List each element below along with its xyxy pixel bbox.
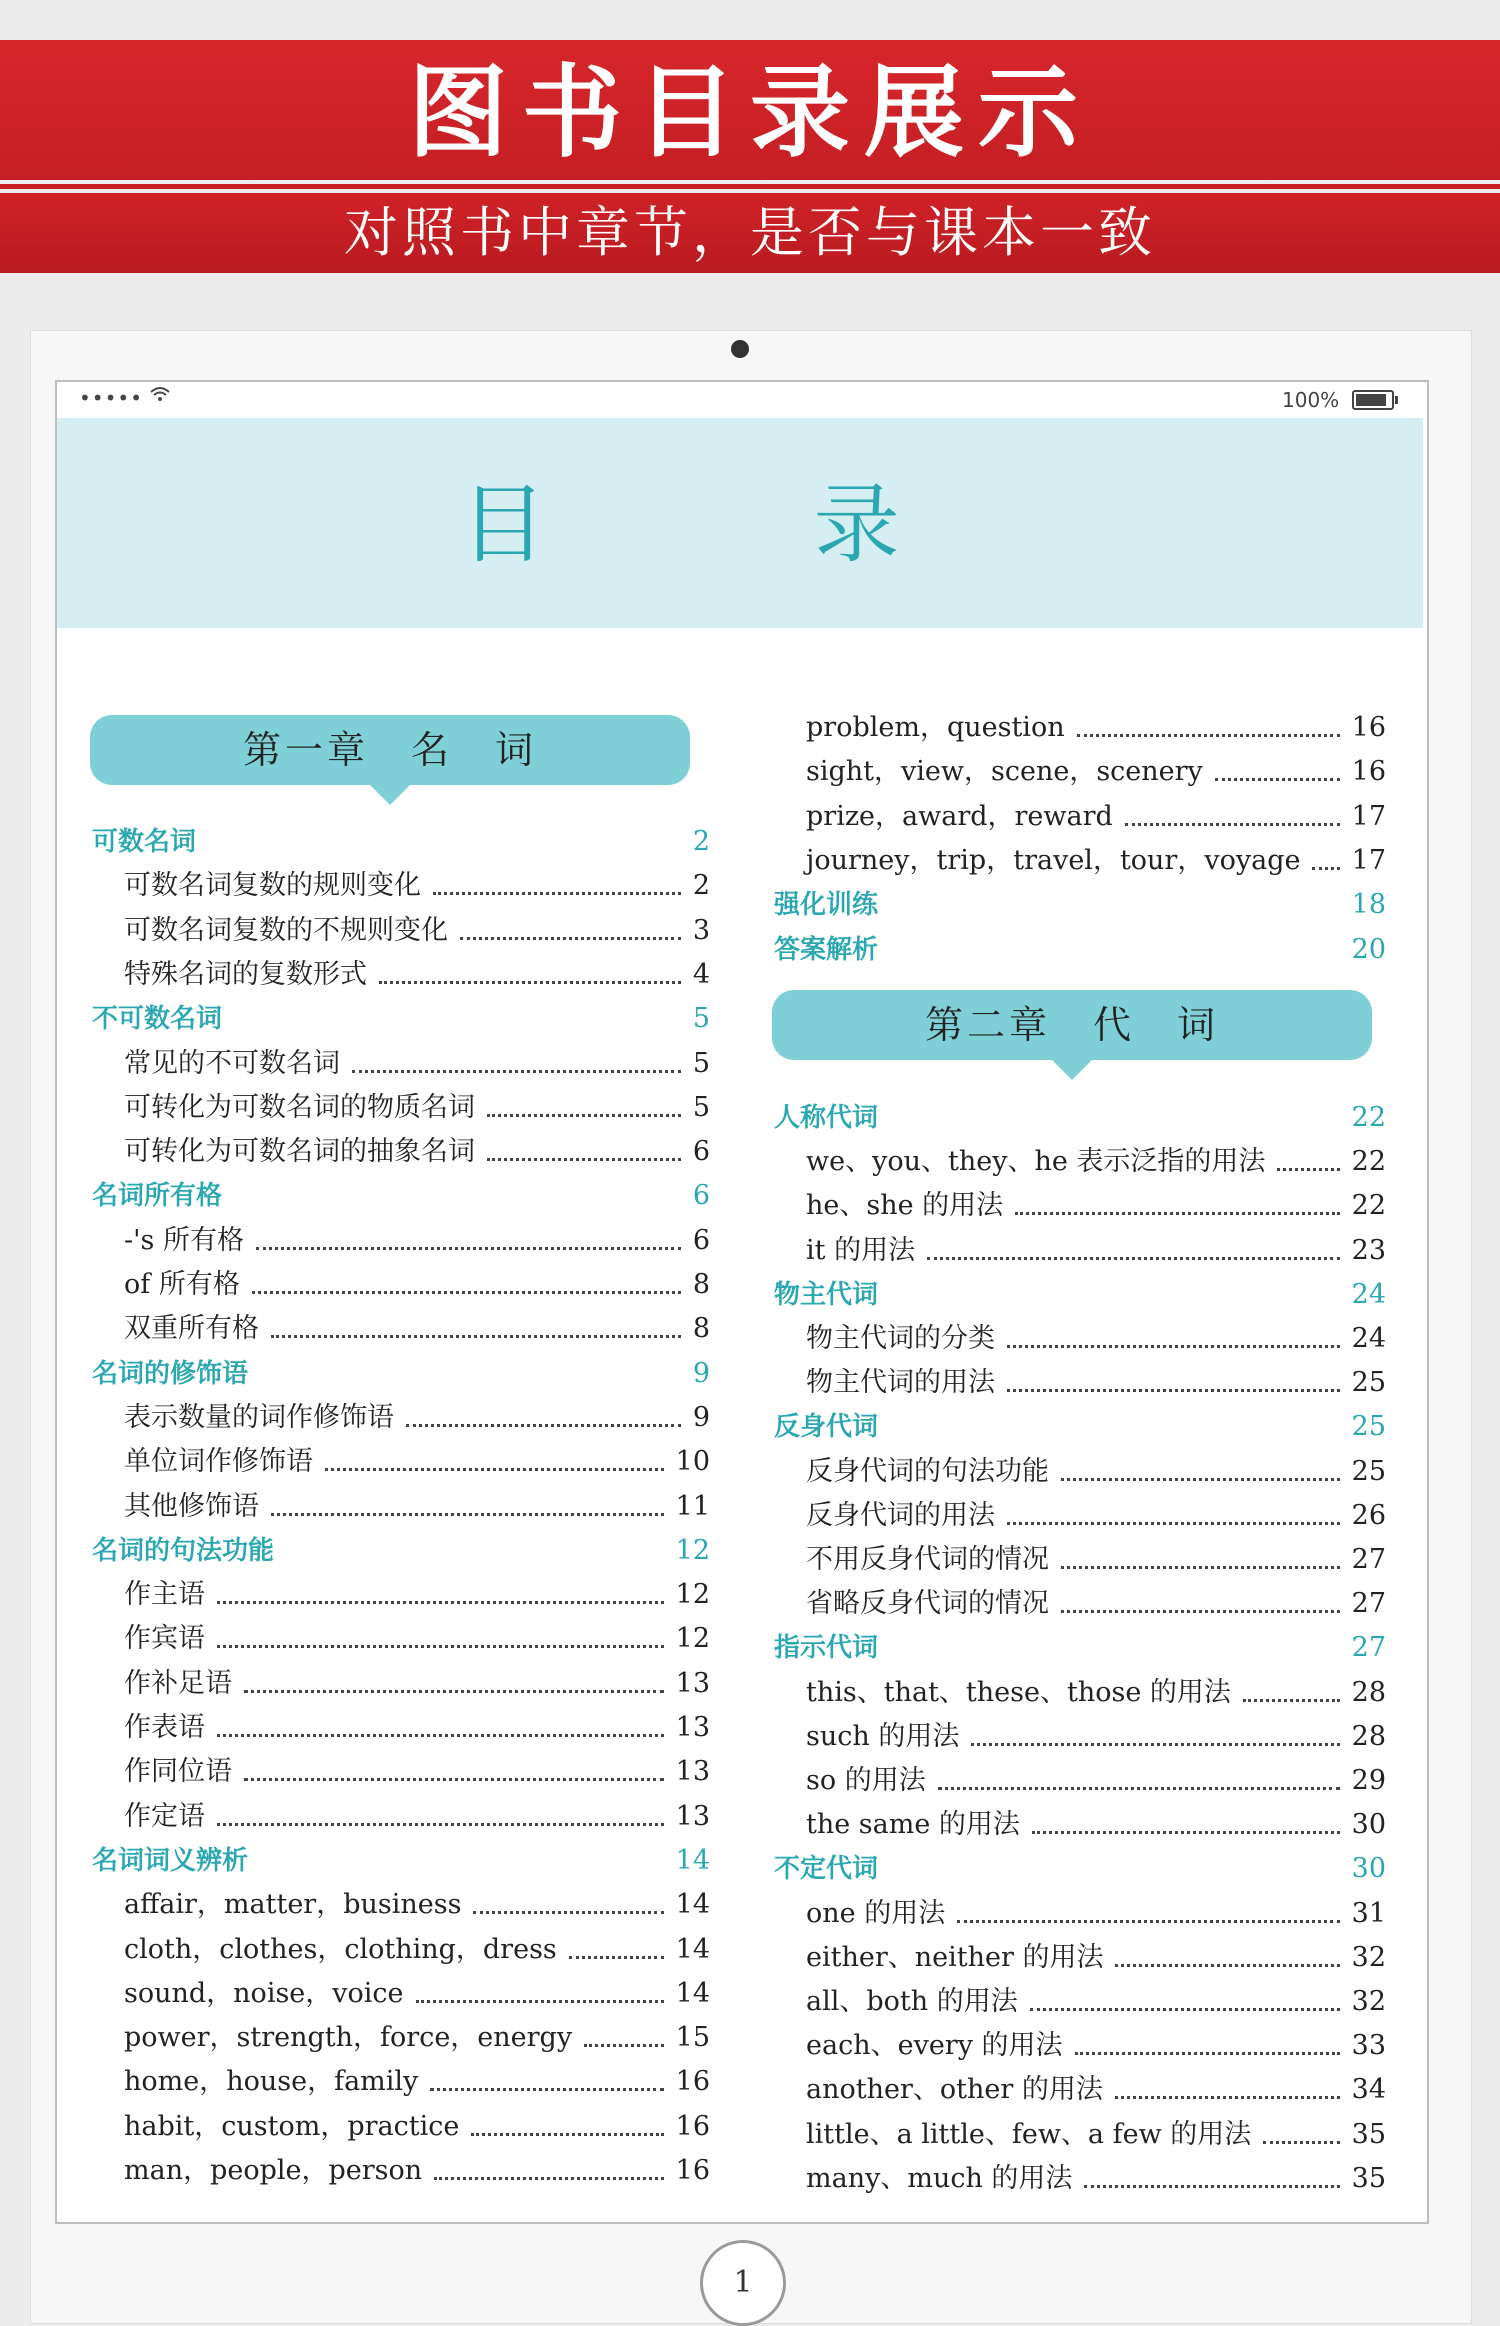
- toc-entry-page: 16: [1351, 756, 1386, 788]
- toc-entry-page: 10: [675, 1446, 710, 1478]
- leader-dots: [256, 1244, 681, 1250]
- toc-entry-label: 省略反身代词的情况: [806, 1588, 1049, 1620]
- toc-entry-page: 5: [692, 1003, 710, 1035]
- toc-entry-page: 30: [1351, 1853, 1386, 1885]
- leader-dots: [1125, 820, 1340, 826]
- toc-entry-page: 15: [675, 2022, 710, 2054]
- toc-entry-page: 8: [692, 1269, 710, 1300]
- toc-entry-label: affair，matter，business: [124, 1889, 462, 1921]
- leader-dots: [890, 910, 1340, 913]
- toc-entry-label: 不可数名词: [92, 1004, 223, 1035]
- page-number: 1: [700, 2240, 786, 2326]
- toc-entry-label: 作主语: [124, 1579, 205, 1611]
- toc-entry[interactable]: [124, 1799, 710, 1835]
- toc-entry-label: habit，custom，practice: [124, 2110, 460, 2142]
- toc-entry-page: 12: [675, 1534, 710, 1566]
- toc-entry[interactable]: [124, 2153, 710, 2189]
- toc-entry-page: 29: [1351, 1765, 1386, 1796]
- toc-entry[interactable]: [806, 710, 1386, 746]
- toc-entry-label: another、other 的用法: [806, 2074, 1103, 2106]
- toc-entry[interactable]: [124, 1621, 710, 1657]
- toc-entry-page: 14: [675, 1844, 710, 1876]
- toc-entry-label: it 的用法: [806, 1234, 916, 1266]
- leader-dots: [252, 1288, 681, 1294]
- leader-dots: [434, 2174, 663, 2180]
- leader-dots: [217, 1731, 664, 1737]
- toc-entry-label: 可数名词复数的规则变化: [124, 870, 421, 902]
- toc-entry-page: 23: [1351, 1234, 1386, 1266]
- leader-dots: [416, 1997, 664, 2003]
- toc-entry[interactable]: [124, 1666, 710, 1702]
- toc-entry[interactable]: [806, 1542, 1386, 1578]
- toc-entry-page: 5: [692, 1091, 710, 1123]
- toc-entry-label: sound，noise，voice: [124, 1977, 404, 2009]
- toc-entry-label: 表示数量的词作修饰语: [124, 1401, 394, 1433]
- toc-entry-page: 13: [675, 1756, 710, 1788]
- toc-entry-page: 4: [692, 958, 710, 990]
- toc-entry[interactable]: [124, 2020, 710, 2056]
- toc-entry-page: 14: [675, 1889, 710, 1921]
- toc-entry-page: 11: [675, 1490, 710, 1522]
- toc-entry-page: 22: [1351, 1102, 1386, 1133]
- toc-entry-page: 16: [675, 2066, 710, 2098]
- toc-entry[interactable]: [806, 1896, 1386, 1932]
- camera-icon: [731, 340, 749, 358]
- toc-entry[interactable]: [806, 1498, 1386, 1534]
- toc-entry-label: the same 的用法: [806, 1809, 1020, 1841]
- leader-dots: [487, 1111, 681, 1117]
- leader-dots: [234, 1024, 681, 1027]
- toc-entry-page: 31: [1351, 1897, 1386, 1929]
- banner-title: 图书目录展示: [408, 54, 1092, 171]
- toc-entry[interactable]: [124, 1267, 710, 1303]
- battery-percentage: 100%: [1282, 388, 1340, 412]
- chapter-1-heading: [90, 715, 690, 785]
- leader-dots: [244, 1775, 664, 1781]
- toc-entry-page: 3: [692, 914, 710, 946]
- toc-entry[interactable]: [806, 1454, 1386, 1490]
- toc-entry[interactable]: [806, 1144, 1386, 1180]
- toc-entry-label: 常见的不可数名词: [124, 1047, 340, 1079]
- toc-entry-label: 名词所有格: [92, 1181, 223, 1212]
- chapter-1-title: 第一章 名 词: [242, 728, 537, 772]
- leader-dots: [1277, 1165, 1339, 1171]
- toc-entry-label: little、a little、few、a few 的用法: [806, 2118, 1252, 2150]
- leader-dots: [1312, 864, 1339, 870]
- toc-entry-label: many、much 的用法: [806, 2162, 1073, 2194]
- toc-entry-page: 17: [1351, 844, 1386, 876]
- toc-entry-page: 12: [675, 1623, 710, 1655]
- signal-icon: •••••: [79, 386, 143, 410]
- toc-section-entry[interactable]: [92, 1178, 710, 1214]
- toc-entry-label: 作补足语: [124, 1667, 232, 1699]
- leader-dots: [569, 1953, 664, 1959]
- toc-entry[interactable]: [124, 868, 710, 904]
- toc-entry[interactable]: [806, 1586, 1386, 1622]
- toc-entry-page: 2: [692, 826, 710, 857]
- toc-entry-page: 9: [692, 1357, 710, 1389]
- leader-dots: [217, 1642, 664, 1648]
- toc-entry-page: 34: [1351, 2074, 1386, 2106]
- toc-entry-page: 28: [1351, 1720, 1386, 1752]
- toc-section-entry[interactable]: [774, 887, 1386, 923]
- toc-entry-label: 不定代词: [774, 1854, 879, 1885]
- toc-entry[interactable]: [124, 1976, 710, 2012]
- toc-entry[interactable]: [806, 2072, 1386, 2108]
- toc-entry[interactable]: [806, 1321, 1386, 1357]
- toc-entry-label: all、both 的用法: [806, 1986, 1018, 2017]
- toc-entry-page: 13: [675, 1712, 710, 1743]
- toc-entry-label: 反身代词: [774, 1412, 879, 1443]
- toc-entry[interactable]: [124, 2109, 710, 2145]
- toc-entry[interactable]: [124, 1887, 710, 1923]
- toc-entry-page: 13: [675, 1667, 710, 1699]
- chapter-2-pointer: [1052, 1060, 1092, 1080]
- chapter-2-title: 第二章 代 词: [924, 1003, 1219, 1047]
- toc-entry[interactable]: [806, 843, 1386, 879]
- toc-entry-label: of 所有格: [124, 1269, 240, 1300]
- toc-entry-label: 名词的修饰语: [92, 1358, 249, 1389]
- toc-entry[interactable]: [806, 1807, 1386, 1843]
- banner-subtitle: 对照书中章节，是否与课本一致: [344, 201, 1156, 264]
- toc-entry-label: so 的用法: [806, 1765, 926, 1796]
- toc-section-entry[interactable]: [92, 1001, 710, 1037]
- leader-dots: [271, 1332, 681, 1338]
- leader-dots: [433, 889, 681, 895]
- toc-section-entry[interactable]: [774, 1277, 1386, 1313]
- toc-entry-page: 6: [692, 1180, 710, 1212]
- toc-entry[interactable]: [124, 2064, 710, 2100]
- toc-entry-page: 25: [1351, 1411, 1386, 1443]
- toc-entry-page: 27: [1351, 1588, 1386, 1620]
- toc-entry[interactable]: [806, 1763, 1386, 1799]
- leader-dots: [957, 1917, 1339, 1923]
- leader-dots: [1007, 1519, 1340, 1525]
- toc-entry-page: 33: [1351, 2030, 1386, 2062]
- toc-entry-label: 可数名词: [92, 827, 197, 857]
- leader-dots: [1007, 1342, 1340, 1348]
- toc-section-entry[interactable]: [774, 1409, 1386, 1445]
- leader-dots: [927, 1254, 1340, 1260]
- leader-dots: [471, 2130, 663, 2136]
- toc-entry-page: 25: [1351, 1367, 1386, 1399]
- toc-entry-label: sight，view，scene，scenery: [806, 756, 1203, 788]
- leader-dots: [1115, 1961, 1339, 1967]
- toc-section-entry[interactable]: [774, 1851, 1386, 1887]
- leader-dots: [217, 1820, 664, 1826]
- toc-entry-page: 18: [1351, 889, 1386, 921]
- toc-entry-label: 单位词作修饰语: [124, 1446, 313, 1478]
- leader-dots: [1215, 775, 1340, 781]
- toc-entry[interactable]: [806, 1188, 1386, 1224]
- toc-entry[interactable]: [806, 1233, 1386, 1269]
- leader-dots: [1115, 2093, 1340, 2099]
- toc-entry-page: 26: [1351, 1499, 1386, 1531]
- toc-entry-page: 14: [675, 1933, 710, 1965]
- toc-section-entry[interactable]: [774, 1100, 1386, 1136]
- toc-entry-page: 8: [692, 1313, 710, 1345]
- leader-dots: [217, 1598, 664, 1604]
- toc-entry-page: 16: [1351, 712, 1386, 743]
- leader-dots: [271, 1510, 664, 1516]
- wifi-icon: [149, 384, 171, 411]
- toc-entry[interactable]: [124, 1223, 710, 1259]
- leader-dots: [1075, 2049, 1340, 2055]
- toc-entry[interactable]: [124, 1311, 710, 1347]
- toc-entry-label: prize，award，reward: [806, 800, 1113, 832]
- toc-entry-label: man，people，person: [124, 2155, 423, 2186]
- toc-entry-label: each、every 的用法: [806, 2030, 1063, 2062]
- leader-dots: [244, 1687, 664, 1693]
- toc-entry[interactable]: [806, 1675, 1386, 1711]
- toc-entry-label: 答案解析: [774, 934, 879, 965]
- toc-entry-page: 32: [1351, 1941, 1386, 1973]
- status-bar: [57, 382, 1423, 418]
- toc-entry-label: 物主代词的用法: [806, 1367, 995, 1399]
- toc-entry-page: 20: [1351, 933, 1386, 965]
- toc-entry-label: this、that、these、those 的用法: [806, 1676, 1231, 1708]
- leader-dots: [1077, 731, 1340, 737]
- leader-dots: [208, 847, 681, 850]
- toc-entry-page: 6: [692, 1224, 710, 1256]
- toc-entry-label: 双重所有格: [124, 1313, 259, 1345]
- toc-entry-page: 22: [1351, 1190, 1386, 1222]
- toc-entry[interactable]: [806, 1719, 1386, 1755]
- toc-section-entry[interactable]: [92, 824, 710, 860]
- leader-dots: [234, 1201, 681, 1204]
- toc-entry-label: 人称代词: [774, 1103, 879, 1133]
- toc-entry-page: 9: [692, 1401, 710, 1433]
- chapter-2-heading: [772, 990, 1372, 1060]
- toc-entry-label: he、she 的用法: [806, 1190, 1004, 1222]
- leader-dots: [1084, 2182, 1339, 2188]
- leader-dots: [890, 954, 1340, 957]
- toc-entry[interactable]: [124, 1444, 710, 1480]
- toc-entry-label: 物主代词的分类: [806, 1323, 995, 1354]
- toc-entry[interactable]: [124, 1577, 710, 1613]
- leader-dots: [286, 1555, 664, 1558]
- toc-section-entry[interactable]: [92, 1356, 710, 1392]
- toc-entry[interactable]: [124, 1134, 710, 1170]
- toc-entry-label: 可转化为可数名词的物质名词: [124, 1091, 475, 1123]
- toc-entry-page: 2: [692, 870, 710, 902]
- toc-entry-label: 特殊名词的复数形式: [124, 958, 367, 990]
- toc-entry-page: 16: [675, 2155, 710, 2186]
- toc-entry-page: 32: [1351, 1986, 1386, 2017]
- toc-entry-label: 作定语: [124, 1800, 205, 1832]
- toc-entry-label: 反身代词的句法功能: [806, 1455, 1049, 1487]
- leader-dots: [325, 1465, 664, 1471]
- leader-dots: [1007, 1386, 1340, 1392]
- toc-entry-page: 35: [1351, 2162, 1386, 2194]
- leader-dots: [1015, 1209, 1339, 1215]
- toc-entry-label: 可转化为可数名词的抽象名词: [124, 1136, 475, 1168]
- toc-entry-label: 物主代词: [774, 1279, 879, 1310]
- toc-entry[interactable]: [124, 957, 710, 993]
- leader-dots: [938, 1784, 1340, 1790]
- toc-entry-page: 30: [1351, 1809, 1386, 1841]
- toc-entry-page: 28: [1351, 1676, 1386, 1708]
- toc-entry[interactable]: [806, 1940, 1386, 1976]
- toc-entry-label: either、neither 的用法: [806, 1941, 1104, 1973]
- toc-entry-label: 可数名词复数的不规则变化: [124, 914, 448, 946]
- leader-dots: [260, 1865, 664, 1868]
- toc-entry-page: 27: [1351, 1632, 1386, 1664]
- toc-entry-label: 作表语: [124, 1712, 205, 1743]
- leader-dots: [890, 1874, 1340, 1877]
- toc-entry-label: 指示代词: [774, 1633, 879, 1664]
- leader-dots: [379, 978, 681, 984]
- toc-entry-page: 5: [692, 1047, 710, 1079]
- leader-dots: [1263, 2138, 1339, 2144]
- toc-entry[interactable]: [124, 1400, 710, 1436]
- toc-entry-label: journey，trip，travel，tour，voyage: [806, 844, 1301, 876]
- leader-dots: [890, 1653, 1340, 1656]
- leader-dots: [1243, 1696, 1340, 1702]
- toc-section-entry[interactable]: [92, 1533, 710, 1569]
- leader-dots: [460, 934, 681, 940]
- toc-entry[interactable]: [124, 1932, 710, 1968]
- leader-dots: [890, 1123, 1340, 1126]
- toc-entry-page: 12: [675, 1579, 710, 1611]
- toc-title: 目 录: [460, 475, 1020, 575]
- toc-entry-label: -'s 所有格: [124, 1224, 244, 1256]
- toc-section-entry[interactable]: [774, 932, 1386, 968]
- leader-dots: [890, 1299, 1340, 1302]
- toc-entry[interactable]: [124, 1090, 710, 1126]
- toc-entry-page: 14: [675, 1977, 710, 2009]
- battery-icon: [1352, 390, 1394, 410]
- toc-entry-label: home，house，family: [124, 2066, 419, 2098]
- leader-dots: [890, 1432, 1340, 1435]
- toc-entry[interactable]: [124, 1489, 710, 1525]
- toc-entry[interactable]: [806, 1365, 1386, 1401]
- toc-entry-label: 反身代词的用法: [806, 1499, 995, 1531]
- toc-entry[interactable]: [806, 1984, 1386, 2020]
- leader-dots: [1032, 1828, 1340, 1834]
- leader-dots: [584, 2041, 664, 2047]
- toc-entry-label: 不用反身代词的情况: [806, 1544, 1049, 1575]
- toc-entry[interactable]: [806, 754, 1386, 790]
- toc-entry-label: 强化训练: [774, 890, 879, 921]
- leader-dots: [1061, 1607, 1340, 1613]
- toc-entry-page: 13: [675, 1800, 710, 1832]
- toc-entry-page: 16: [675, 2110, 710, 2142]
- toc-entry[interactable]: [124, 913, 710, 949]
- leader-dots: [352, 1067, 681, 1073]
- toc-entry-page: 24: [1351, 1323, 1386, 1354]
- toc-entry-page: 35: [1351, 2118, 1386, 2150]
- toc-entry[interactable]: [806, 2028, 1386, 2064]
- chapter-1-pointer: [370, 785, 410, 805]
- toc-entry-label: 作宾语: [124, 1623, 205, 1655]
- leader-dots: [487, 1155, 681, 1161]
- toc-entry[interactable]: [806, 799, 1386, 835]
- toc-entry[interactable]: [124, 1046, 710, 1082]
- toc-entry-label: 其他修饰语: [124, 1490, 259, 1522]
- toc-entry-label: 名词的句法功能: [92, 1535, 275, 1566]
- leader-dots: [1061, 1563, 1340, 1569]
- toc-entry[interactable]: [124, 1754, 710, 1790]
- leader-dots: [430, 2085, 663, 2091]
- toc-entry-label: problem，question: [806, 712, 1065, 743]
- leader-dots: [473, 1908, 663, 1914]
- toc-entry-label: power，strength，force，energy: [124, 2022, 573, 2054]
- toc-entry-label: 作同位语: [124, 1756, 232, 1788]
- toc-entry[interactable]: [806, 2161, 1386, 2197]
- toc-entry-page: 27: [1351, 1544, 1386, 1575]
- leader-dots: [406, 1421, 681, 1427]
- leader-dots: [260, 1378, 681, 1381]
- leader-dots: [1061, 1475, 1340, 1481]
- toc-entry-label: one 的用法: [806, 1897, 946, 1929]
- toc-entry-page: 24: [1351, 1278, 1386, 1310]
- leader-dots: [1030, 2005, 1340, 2011]
- toc-entry[interactable]: [124, 1710, 710, 1746]
- toc-entry[interactable]: [806, 2117, 1386, 2153]
- toc-entry-page: 6: [692, 1136, 710, 1168]
- leader-dots: [971, 1740, 1339, 1746]
- toc-entry-page: 17: [1351, 800, 1386, 832]
- toc-section-entry[interactable]: [92, 1843, 710, 1879]
- toc-entry-label: 名词词义辨析: [92, 1845, 249, 1876]
- toc-entry-page: 22: [1351, 1146, 1386, 1178]
- banner-divider: [0, 184, 1500, 189]
- toc-entry-label: such 的用法: [806, 1720, 960, 1752]
- toc-section-entry[interactable]: [774, 1630, 1386, 1666]
- toc-entry-page: 25: [1351, 1455, 1386, 1487]
- toc-entry-label: cloth，clothes，clothing，dress: [124, 1933, 557, 1965]
- toc-entry-label: we、you、they、he 表示泛指的用法: [806, 1146, 1266, 1178]
